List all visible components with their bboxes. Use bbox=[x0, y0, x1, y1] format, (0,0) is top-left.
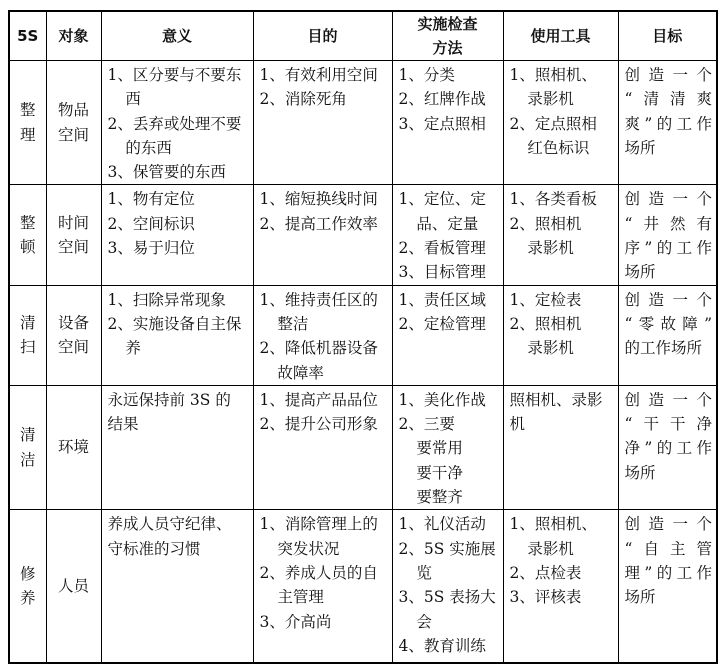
cell-line: 主管理 bbox=[277, 588, 324, 607]
cell-tools bbox=[503, 185, 618, 285]
cell-line: 录影机 bbox=[527, 339, 574, 358]
cell-tools bbox=[503, 61, 618, 185]
header-object bbox=[46, 11, 101, 61]
cell-s bbox=[9, 285, 46, 385]
cell-s bbox=[9, 185, 46, 285]
cell-line: 1、定位、定 bbox=[398, 190, 486, 209]
cell-line: 品、定量 bbox=[416, 214, 479, 233]
cell-meaning bbox=[101, 385, 253, 509]
cell-purpose bbox=[253, 185, 392, 285]
cell-method bbox=[392, 285, 503, 385]
cell-line: 净”的工作 bbox=[624, 439, 712, 458]
cell-line: 空间 bbox=[57, 238, 89, 257]
cell-line: “井然有 bbox=[624, 214, 712, 233]
cell-line: 场所 bbox=[624, 463, 656, 482]
cell-line: 结果 bbox=[107, 415, 139, 434]
cell-line: 2、照相机 bbox=[509, 214, 582, 233]
header-tools bbox=[503, 11, 618, 61]
cell-method bbox=[392, 61, 503, 185]
cell-line: 西 bbox=[125, 90, 141, 109]
cell-line: 序”的工作 bbox=[624, 239, 712, 258]
cell-line: 录影机 bbox=[527, 239, 574, 258]
cell-line: 场所 bbox=[624, 263, 656, 282]
header-text: 对象 bbox=[58, 27, 89, 45]
cell-line: 4、教育训练 bbox=[398, 636, 486, 655]
cell-s bbox=[9, 385, 46, 509]
cell-tools bbox=[503, 510, 618, 663]
header-text: 5S bbox=[17, 27, 39, 45]
cell-purpose bbox=[253, 285, 392, 385]
cell-line: 养成人员守纪律、 bbox=[107, 515, 232, 534]
header-5s bbox=[9, 11, 46, 61]
cell-line: 空间 bbox=[57, 338, 89, 357]
header-text: 实施检查 bbox=[417, 15, 478, 33]
cell-method bbox=[392, 385, 503, 509]
cell-line: 录影机 bbox=[527, 539, 574, 558]
cell-line: 2、空间标识 bbox=[107, 214, 195, 233]
cell-line: 2、提升公司形象 bbox=[259, 415, 378, 434]
header-row bbox=[9, 11, 717, 61]
cell-line: 的东西 bbox=[125, 138, 172, 157]
cell-line: 3、定点照相 bbox=[398, 114, 486, 133]
header-purpose bbox=[253, 11, 392, 61]
header-text: 目标 bbox=[652, 27, 683, 45]
cell-line: 1、照相机、 bbox=[509, 515, 597, 534]
cell-line: 理 bbox=[19, 125, 36, 144]
cell-line: 3、评核表 bbox=[509, 588, 582, 607]
cell-meaning bbox=[101, 61, 253, 185]
cell-meaning bbox=[101, 510, 253, 663]
cell-line: 2、丢弃或处理不要 bbox=[107, 114, 242, 133]
cell-line: 2、看板管理 bbox=[398, 239, 486, 258]
cell-line: 爽”的工作 bbox=[624, 114, 712, 133]
cell-line: 2、点检表 bbox=[509, 563, 582, 582]
table-row bbox=[9, 185, 717, 285]
5s-table bbox=[8, 10, 718, 664]
cell-line: 故障率 bbox=[277, 363, 324, 382]
cell-line: 3、介高尚 bbox=[259, 612, 332, 631]
cell-line: 要整齐 bbox=[416, 488, 463, 507]
cell-tools bbox=[503, 285, 618, 385]
cell-meaning bbox=[101, 185, 253, 285]
cell-method bbox=[392, 510, 503, 663]
cell-line: 1、定检表 bbox=[509, 290, 582, 309]
cell-purpose bbox=[253, 385, 392, 509]
table-row bbox=[9, 285, 717, 385]
cell-line: 空间 bbox=[57, 125, 89, 144]
cell-purpose bbox=[253, 510, 392, 663]
cell-method bbox=[392, 185, 503, 285]
cell-line: 整洁 bbox=[277, 314, 309, 333]
header-text: 意义 bbox=[161, 27, 192, 45]
cell-goal bbox=[618, 510, 717, 663]
cell-line: 物品 bbox=[57, 101, 89, 120]
cell-line: 场所 bbox=[624, 138, 656, 157]
cell-line: 顿 bbox=[19, 238, 36, 257]
cell-line: 整 bbox=[19, 213, 36, 232]
cell-line: 的工作场所 bbox=[624, 339, 703, 358]
cell-line: 养 bbox=[19, 589, 36, 608]
cell-line: 整 bbox=[19, 101, 36, 120]
cell-line: 人员 bbox=[57, 576, 89, 595]
cell-line: 清 bbox=[19, 313, 36, 332]
cell-line: 1、礼仪活动 bbox=[398, 515, 486, 534]
cell-line: 创造一个 bbox=[624, 290, 712, 309]
cell-object bbox=[46, 510, 101, 663]
cell-line: 创造一个 bbox=[624, 515, 712, 534]
cell-line: 3、易于归位 bbox=[107, 239, 195, 258]
cell-line: “自主管 bbox=[624, 539, 712, 558]
cell-line: 1、物有定位 bbox=[107, 190, 195, 209]
cell-goal bbox=[618, 285, 717, 385]
cell-line: 设备 bbox=[57, 313, 89, 332]
cell-line: 创造一个 bbox=[624, 190, 712, 209]
cell-line: 要常用 bbox=[416, 439, 463, 458]
cell-line: 清 bbox=[19, 426, 36, 445]
cell-line: 要干净 bbox=[416, 463, 463, 482]
cell-line: 1、美化作战 bbox=[398, 390, 486, 409]
header-method bbox=[392, 11, 503, 61]
cell-goal bbox=[618, 61, 717, 185]
cell-line: 时间 bbox=[57, 213, 89, 232]
header-text: 方法 bbox=[432, 39, 463, 57]
cell-line: 1、有效利用空间 bbox=[259, 66, 378, 84]
cell-s bbox=[9, 510, 46, 663]
cell-line: 2、消除死角 bbox=[259, 90, 347, 109]
cell-line: “清清爽 bbox=[624, 90, 712, 109]
cell-line: 照相机、录影 bbox=[509, 390, 603, 409]
cell-line: “干干净 bbox=[624, 415, 712, 434]
cell-line: 录影机 bbox=[527, 90, 574, 109]
cell-goal bbox=[618, 185, 717, 285]
cell-line: 1、区分要与不要东 bbox=[107, 66, 242, 84]
table-row bbox=[9, 385, 717, 509]
cell-line: 3、目标管理 bbox=[398, 263, 486, 282]
cell-line: 洁 bbox=[19, 450, 36, 469]
cell-line: 守标准的习惯 bbox=[107, 539, 201, 558]
cell-line: 2、养成人员的自 bbox=[259, 563, 378, 582]
cell-line: 机 bbox=[509, 415, 526, 434]
cell-line: “零故障” bbox=[624, 314, 712, 333]
cell-line: 2、定检管理 bbox=[398, 314, 486, 333]
cell-line: 创造一个 bbox=[624, 66, 712, 84]
cell-line: 突发状况 bbox=[277, 539, 340, 558]
cell-line: 2、提高工作效率 bbox=[259, 214, 378, 233]
header-text: 目的 bbox=[307, 27, 338, 45]
cell-line: 1、各类看板 bbox=[509, 190, 597, 209]
cell-line: 养 bbox=[125, 339, 141, 358]
cell-line: 3、保管要的东西 bbox=[107, 163, 226, 182]
cell-line: 2、照相机 bbox=[509, 314, 582, 333]
cell-line: 1、提高产品品位 bbox=[259, 390, 378, 409]
cell-line: 2、定点照相 bbox=[509, 114, 597, 133]
cell-line: 会 bbox=[416, 612, 432, 631]
cell-tools bbox=[503, 385, 618, 509]
cell-line: 场所 bbox=[624, 588, 656, 607]
cell-line: 3、5S 表扬大 bbox=[398, 588, 496, 607]
cell-line: 永远保持前 3S 的 bbox=[107, 390, 231, 409]
cell-line: 红色标识 bbox=[527, 138, 590, 157]
header-text: 使用工具 bbox=[530, 27, 591, 45]
cell-line: 1、缩短换线时间 bbox=[259, 190, 378, 209]
cell-object bbox=[46, 285, 101, 385]
cell-line: 1、照相机、 bbox=[509, 66, 597, 84]
table-row bbox=[9, 510, 717, 663]
header-goal bbox=[618, 11, 717, 61]
cell-line: 2、红牌作战 bbox=[398, 90, 486, 109]
cell-s bbox=[9, 61, 46, 185]
table-row bbox=[9, 61, 717, 185]
cell-line: 2、降低机器设备 bbox=[259, 339, 378, 358]
cell-line: 1、扫除异常现象 bbox=[107, 290, 226, 309]
cell-line: 1、消除管理上的 bbox=[259, 515, 378, 534]
cell-line: 环境 bbox=[57, 438, 89, 457]
cell-goal bbox=[618, 385, 717, 509]
cell-line: 理”的工作 bbox=[624, 563, 712, 582]
cell-line: 2、5S 实施展 bbox=[398, 539, 496, 558]
cell-line: 1、分类 bbox=[398, 66, 455, 84]
cell-line: 修 bbox=[19, 564, 36, 583]
cell-line: 1、维持责任区的 bbox=[259, 290, 378, 309]
cell-line: 创造一个 bbox=[624, 390, 712, 409]
cell-object bbox=[46, 185, 101, 285]
cell-meaning bbox=[101, 285, 253, 385]
cell-object bbox=[46, 61, 101, 185]
header-meaning bbox=[101, 11, 253, 61]
cell-object bbox=[46, 385, 101, 509]
cell-line: 览 bbox=[416, 563, 432, 582]
cell-line: 2、实施设备自主保 bbox=[107, 314, 242, 333]
cell-line: 2、三要 bbox=[398, 415, 455, 434]
cell-line: 1、责任区域 bbox=[398, 290, 486, 309]
cell-line: 扫 bbox=[19, 338, 36, 357]
cell-purpose bbox=[253, 61, 392, 185]
